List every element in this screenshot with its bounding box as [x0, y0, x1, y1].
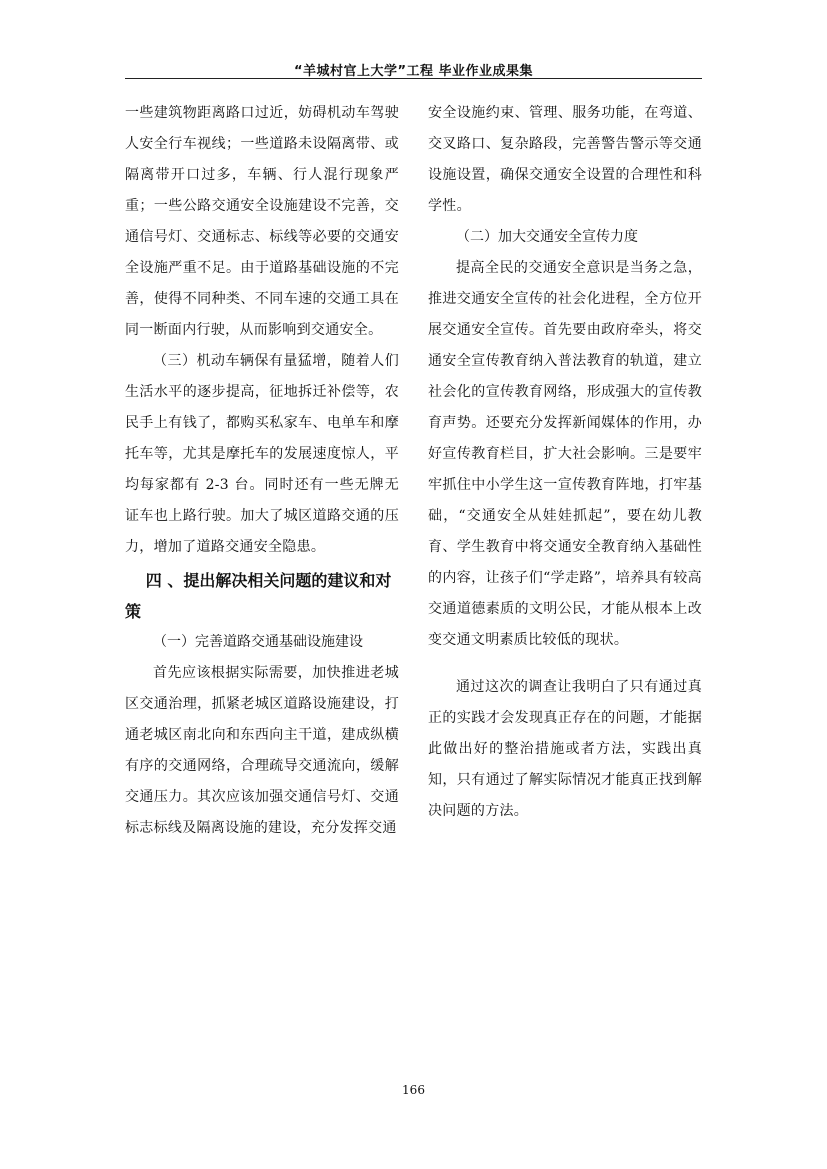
page-number: 166: [402, 1083, 425, 1097]
header-rule: [125, 78, 702, 79]
left-paragraph-2: （三）机动车辆保有量猛增，随着人们生活水平的逐步提高，征地拆迁补偿等，农民手上有钱了，都购买私家车、电单车和摩托车等，尤其是摩托车的发展速度惊人，平均每家都有 2-3 台。同时还有一些无牌无证车也上路行驶。加大了城区道路交通的压力，增加了道路交通安全隐患。: [125, 353, 399, 555]
left-paragraph-1: 一些建筑物距离路口过近，妨碍机动车驾驶人安全行车视线；一些道路未设隔离带、或隔离带开口过多，车辆、行人混行现象严重；一些公路交通安全设施建设不完善，交通信号灯、交通标志、标线等必要的交通安全设施严重不足。由于道路基础设施的不完善，使得不同种类、不同车速的交通工具在同一断面内行驶，从而影响到交通安全。: [125, 105, 399, 338]
paragraph-gap: [428, 656, 702, 672]
right-paragraph-2: 提高全民的交通安全意识是当务之急，推进交通安全宣传的社会化进程，全方位开展交通安全宣传。首先要由政府牵头，将交通安全宣传教育纳入普法教育的轨道，建立社会化的宣传教育网络，形成强大的宣传教育声势。还要充分发挥新闻媒体的作用，办好宣传教育栏目，扩大社会影响。三是要牢牢抓住中小学生这一宣传教育阵地，打牢基础，“交通安全从娃娃抓起”，要在幼儿教育、学生教育中将交通安全教育纳入基础性的内容，让孩子们“学走路”，培养具有较高交通道德素质的文明公民，才能从根本上改变交通文明素质比较低的现状。: [428, 260, 702, 648]
right-paragraph-1: 安全设施约束、管理、服务功能，在弯道、交叉路口、复杂路段，完善警告警示等交通设施设置，确保交通安全设置的合理性和科学性。: [428, 105, 702, 214]
subheading-1: （一）完善道路交通基础设施建设: [153, 634, 363, 650]
running-header: “羊城村官上大学”工程 毕业作业成果集: [293, 64, 534, 79]
left-paragraph-3: 首先应该根据实际需要，加快推进老城区交通治理，抓紧老城区道路设施建设，打通老城区南北向和东西向主干道，建成纵横有序的交通网络，合理疏导交通流向，缓解交通压力。其次应该加强交通信号灯、交通标志标线及隔离设施的建设，充分发挥交通: [125, 665, 399, 836]
right-column: [428, 98, 702, 827]
left-column: [125, 98, 399, 844]
subheading-2: （二）加大交通安全宣传力度: [456, 229, 638, 245]
section-heading: 四 、提出解决相关问题的建议和对策: [125, 571, 392, 621]
right-paragraph-3: 通过这次的调查让我明白了只有通过真正的实践才会发现真正存在的问题，才能据此做出好的整治措施或者方法，实践出真知，只有通过了解实际情况才能真正找到解决问题的方法。: [428, 679, 702, 819]
